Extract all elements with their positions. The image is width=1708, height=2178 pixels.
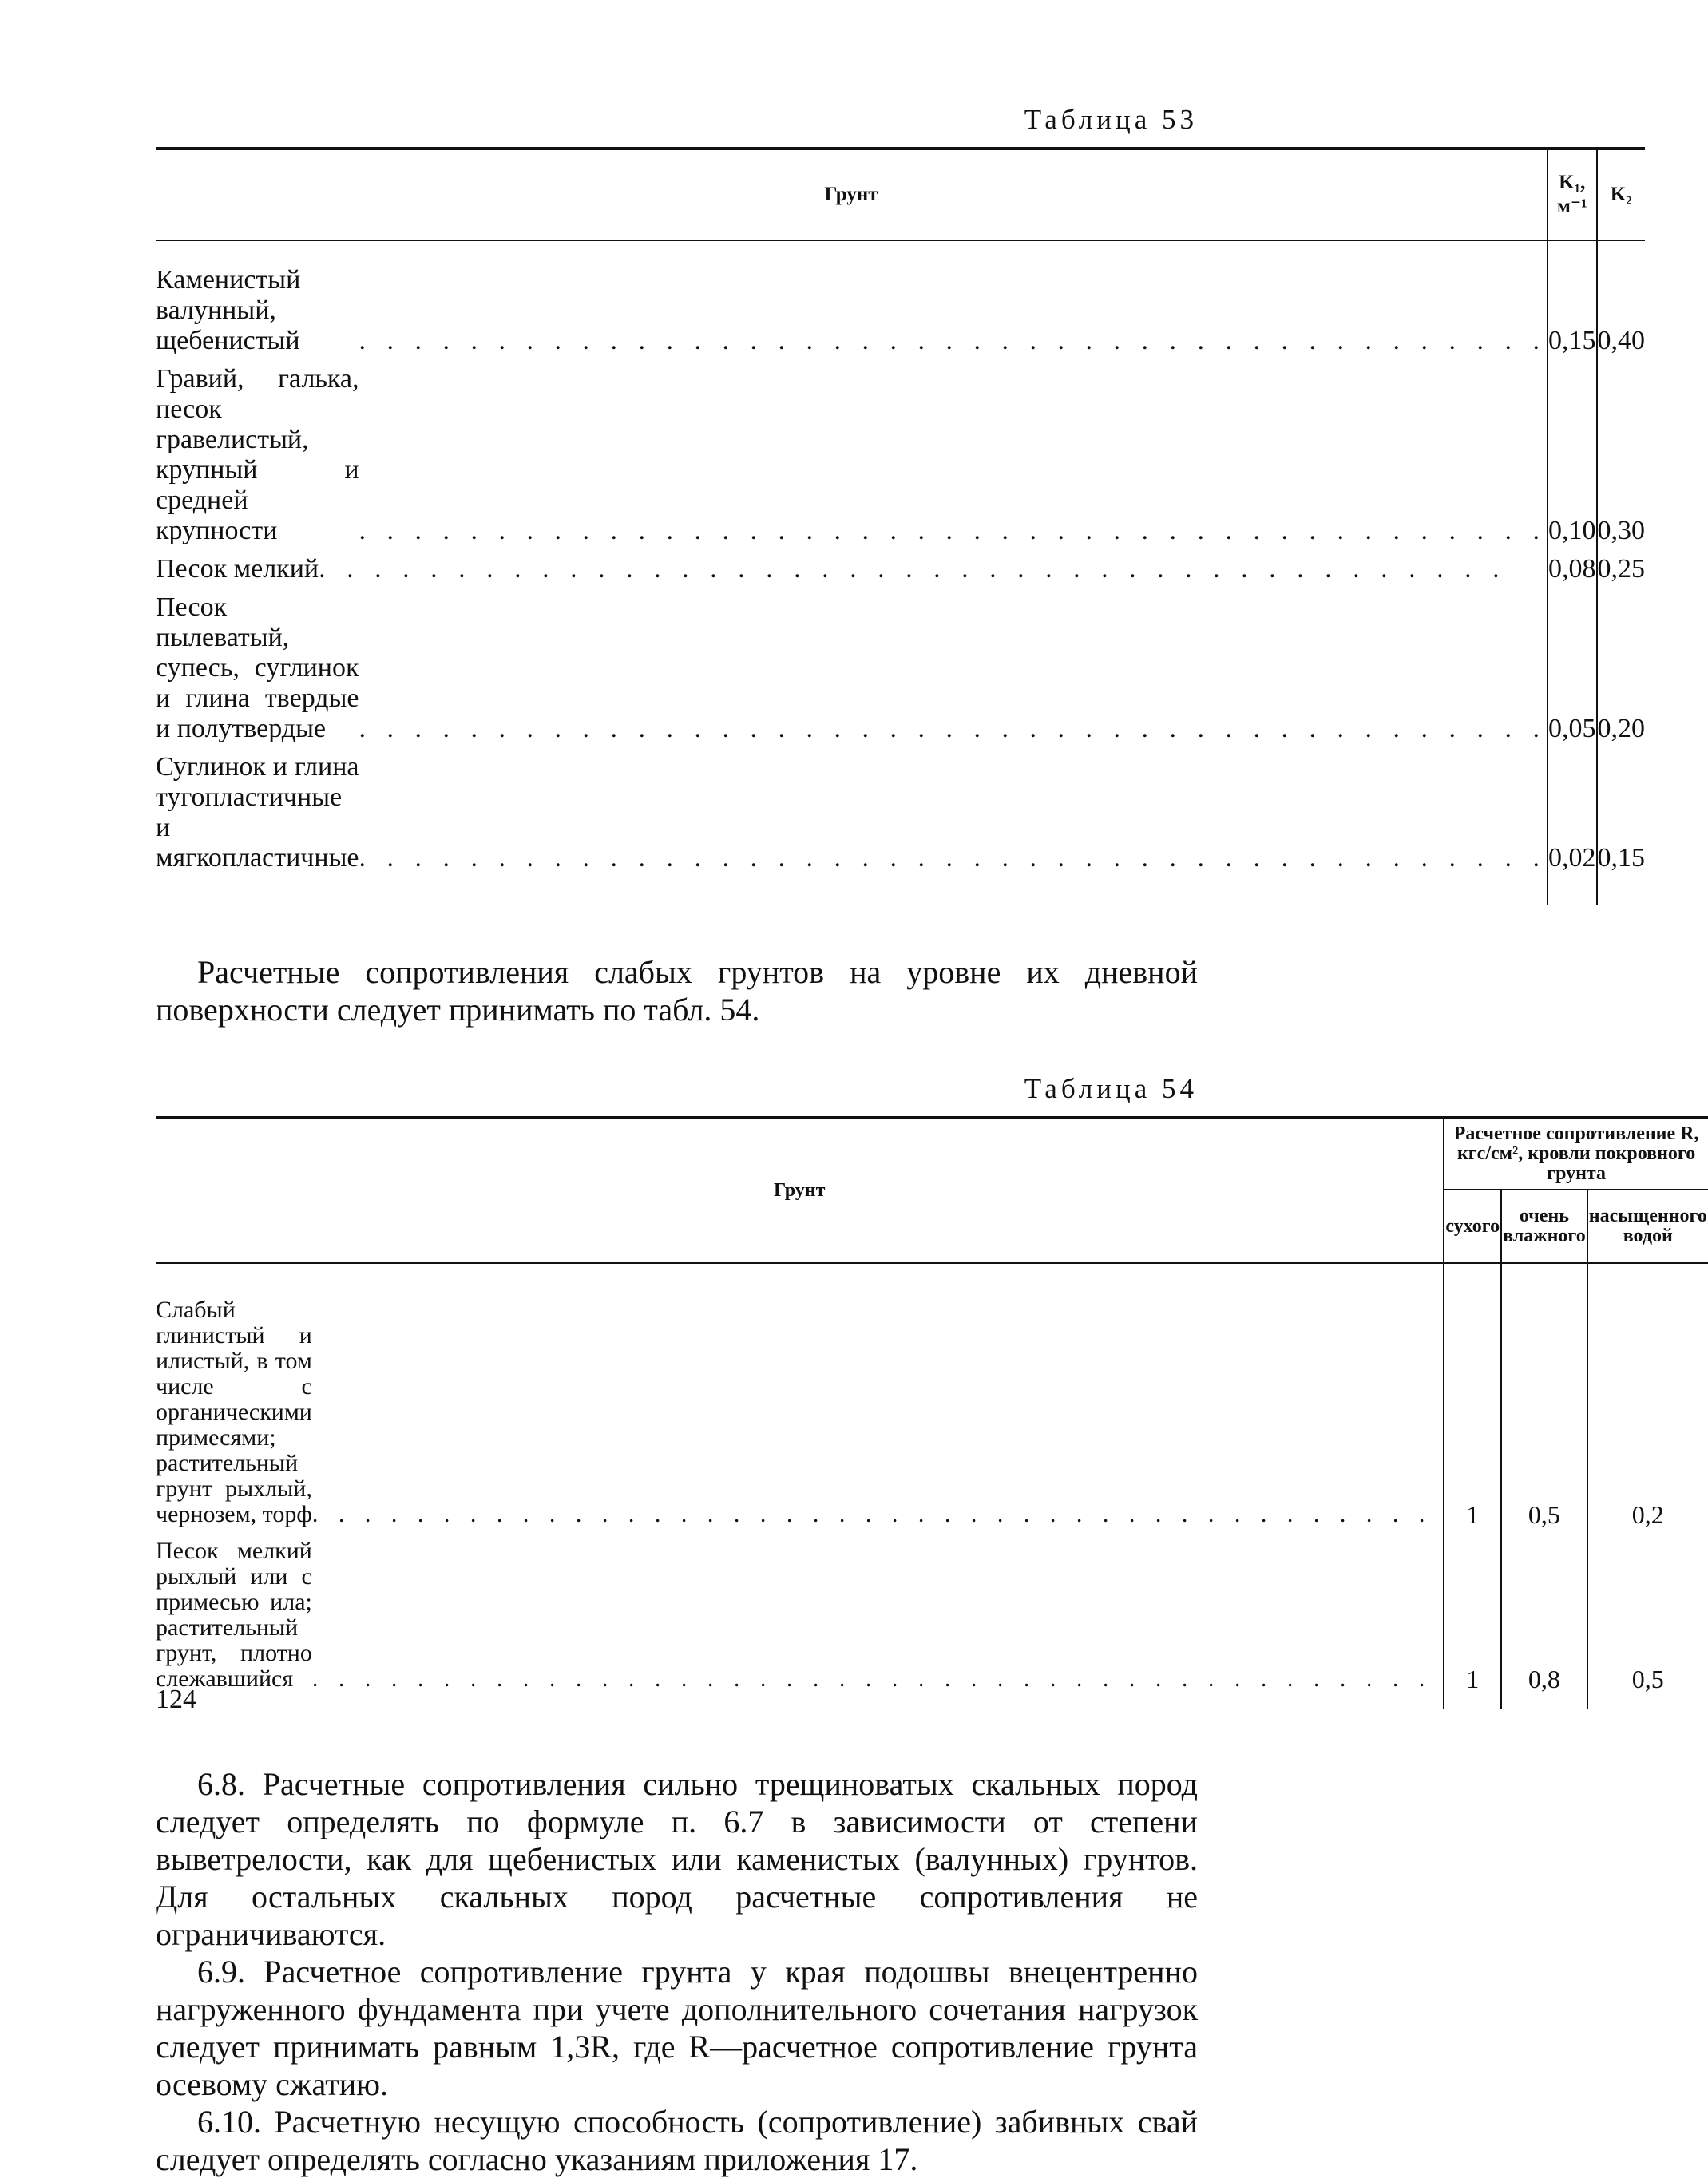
saturated-value: 0,2 <box>1587 1263 1708 1527</box>
saturated-value: 0,5 <box>1587 1527 1708 1709</box>
header-soil: Грунт <box>156 148 1548 240</box>
table-row <box>156 546 1645 584</box>
leader-dots <box>359 326 1548 356</box>
k1-value: 0,10 <box>1548 356 1597 546</box>
soil-name: Гравий, галька, песок гравелистый, крупный и средней крупности <box>156 364 359 545</box>
table-row <box>156 356 1645 546</box>
table-row <box>156 1527 1708 1709</box>
table-row <box>156 584 1645 744</box>
table-row <box>156 240 1645 356</box>
leader-dots <box>312 1502 1433 1527</box>
k1-value: 0,15 <box>1548 240 1597 356</box>
wet-value: 0,5 <box>1501 1263 1587 1527</box>
header-very-wet: очень влажного <box>1501 1190 1587 1263</box>
paragraph-6-9: 6.9. Расчетное сопротивление грунта у края подошвы внецентренно нагруженного фундамента при учете дополнительного сочетания нагрузок следует принимать равным 1,3R, где R—расчетное сопротивление грунта осевому сжатию. <box>156 1954 1198 2102</box>
dry-value: 1 <box>1444 1263 1501 1527</box>
k2-value: 0,15 <box>1597 744 1646 905</box>
dry-value: 1 <box>1444 1527 1501 1709</box>
header-soil: Грунт <box>156 1118 1444 1263</box>
paragraph-6-10: 6.10. Расчетную несущую способность (сопротивление) забивных свай следует определять согласно указаниям приложения 17. <box>156 2104 1198 2177</box>
table-row <box>156 744 1645 905</box>
paragraph-6-8: 6.8. Расчетные сопротивления сильно трещиноватых скальных пород следует определять по формуле п. 6.7 в зависимости от степени выветрелости, как для щебенистых или каменистых (валунных) грунтов. Для остальных скальных пород расчетные сопротивления не ограничиваются. <box>156 1766 1198 1952</box>
k2-value: 0,40 <box>1597 240 1646 356</box>
wet-value: 0,8 <box>1501 1527 1587 1709</box>
k1-value: 0,08 <box>1548 546 1597 584</box>
page-content <box>156 104 1707 2178</box>
soil-name: Каменистый валунный, щебенистый <box>156 265 301 355</box>
header-resistance-group: Расчетное сопротивление R, кгс/см², кровли покровного грунта <box>1444 1118 1707 1190</box>
soil-name: Слабый глинистый и илистый, в том числе с органическими примесями; растительный грунт рыхлый, чернозем, торф <box>156 1297 312 1527</box>
leader-dots <box>319 554 1547 584</box>
soil-name: Песок пылеватый, супесь, суглинок и глина твердые и полутвердые <box>156 592 359 743</box>
header-saturated: насыщенного водой <box>1587 1190 1708 1263</box>
leader-dots <box>359 516 1548 546</box>
header-k1: K₁, м⁻¹ <box>1548 148 1597 240</box>
table-row <box>156 1263 1708 1527</box>
leader-dots <box>359 843 1548 873</box>
soil-name: Суглинок и глина тугопластичные и мягкопластичные <box>156 752 359 873</box>
soil-name: Песок мелкий <box>156 554 319 584</box>
k1-value: 0,02 <box>1548 744 1597 905</box>
header-k2: K₂ <box>1597 148 1646 240</box>
header-dry: сухого <box>1444 1190 1501 1263</box>
k1-value: 0,05 <box>1548 584 1597 744</box>
table-53 <box>156 147 1645 905</box>
table-54 <box>156 1116 1708 1709</box>
k2-value: 0,30 <box>1597 356 1646 546</box>
k2-value: 0,20 <box>1597 584 1646 744</box>
table-53-caption: Таблица 53 <box>1024 104 1198 135</box>
intro-paragraph: Расчетные сопротивления слабых грунтов на уровне их дневной поверхности следует принимать по табл. 54. <box>156 954 1198 1028</box>
leader-dots <box>359 714 1548 744</box>
page-number: 124 <box>156 1685 196 1714</box>
soil-name: Песок мелкий рыхлый или с примесью ила; растительный грунт, плотно слежавшийся <box>156 1538 312 1692</box>
table-54-caption: Таблица 54 <box>1024 1073 1198 1104</box>
k2-value: 0,25 <box>1597 546 1646 584</box>
leader-dots <box>312 1666 1433 1692</box>
